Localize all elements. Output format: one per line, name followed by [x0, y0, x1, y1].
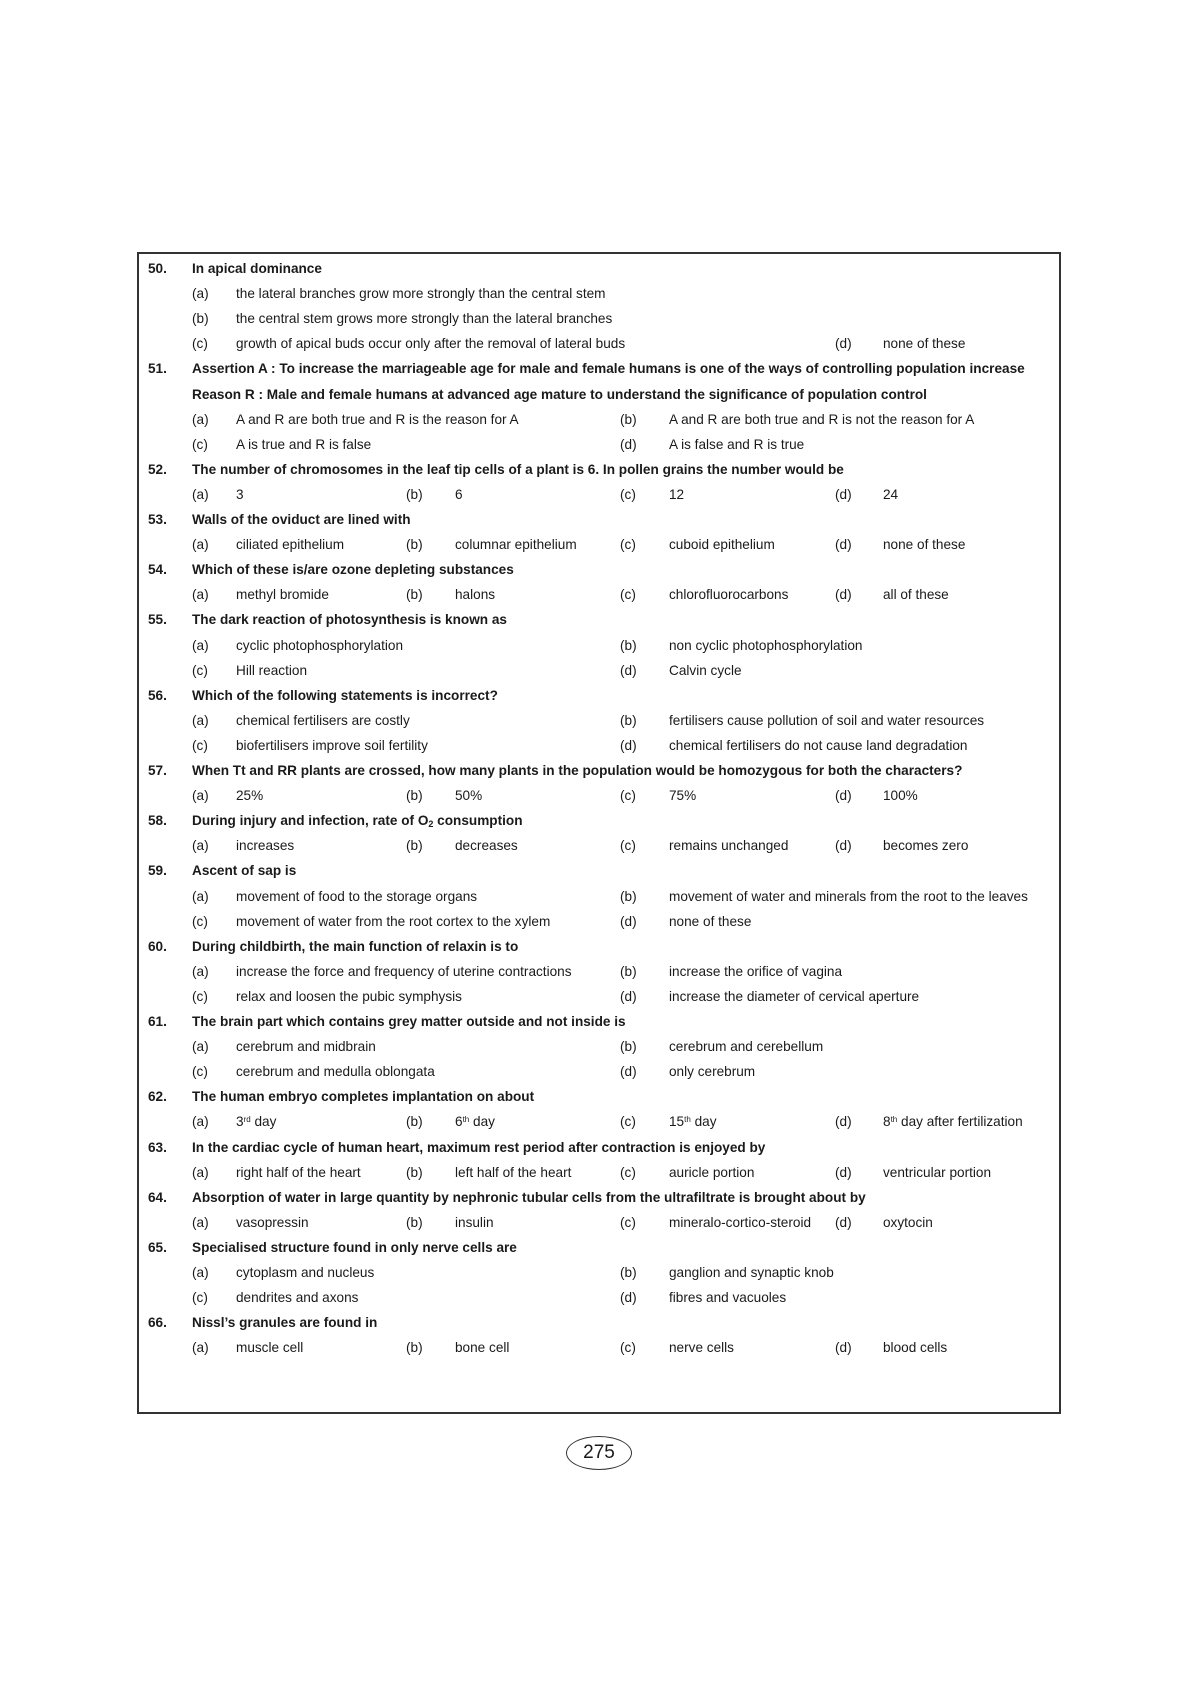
option-row: [139, 1034, 1059, 1060]
option-text: cuboid epithelium: [669, 537, 775, 553]
option-letter: (a): [192, 486, 209, 502]
option-letter: (d): [620, 1290, 637, 1306]
option-letter: (d): [835, 537, 852, 553]
question-text: During injury and infection, rate of $O_2$ consumption: [192, 813, 523, 830]
option-letter: (a): [192, 1164, 209, 1180]
option-text: 100%: [883, 788, 918, 804]
option-letter: (d): [835, 1340, 852, 1356]
question-text: Absorption of water in large quantity by nephronic tubular cells from the ultrafiltrate is brought about by: [192, 1189, 866, 1205]
option-text: A is false and R is true: [669, 436, 805, 452]
option-letter: (a): [192, 963, 209, 979]
question-row: [139, 457, 1059, 483]
option-text: blood cells: [883, 1340, 948, 1356]
option-text: nerve cells: [669, 1340, 734, 1356]
option-letter: (d): [620, 436, 637, 452]
option-letter: (c): [192, 913, 208, 929]
question-row: [139, 758, 1059, 784]
option-letter: (d): [835, 788, 852, 804]
option-text: ganglion and synaptic knob: [669, 1265, 834, 1280]
question-panel: [137, 252, 1061, 1414]
option-letter: (b): [406, 788, 423, 804]
option-letter: (c): [620, 537, 636, 553]
question-text: Specialised structure found in only nerve cells are: [192, 1239, 517, 1255]
question-text: The human embryo completes implantation on about: [192, 1089, 535, 1105]
option-text: ciliated epithelium: [236, 537, 345, 553]
option-text: A and R are both true and R is the reason for A: [236, 411, 519, 427]
option-text: auricle portion: [669, 1164, 755, 1180]
option-row: [139, 407, 1059, 433]
question-text: In apical dominance: [192, 261, 322, 276]
question-number: 60.: [148, 938, 167, 954]
option-row: [139, 532, 1059, 558]
option-text: methyl bromide: [236, 587, 329, 603]
question-number: 53.: [148, 512, 167, 527]
option-text: the lateral branches grow more strongly than the central stem: [236, 286, 606, 302]
option-letter: (d): [620, 988, 637, 1004]
option-text: 24: [883, 486, 899, 502]
question-number: 64.: [148, 1189, 167, 1205]
option-letter: (b): [192, 311, 209, 327]
question-text: During childbirth, the main function of relaxin is to: [192, 938, 519, 954]
option-row: [139, 482, 1059, 508]
option-text: columnar epithelium: [455, 537, 577, 553]
option-letter: (b): [620, 888, 637, 904]
option-row: [139, 633, 1059, 659]
question-number: 50.: [148, 261, 167, 276]
option-row: [139, 959, 1059, 985]
question-text: The dark reaction of photosynthesis is known as: [192, 612, 507, 628]
option-letter: (a): [192, 587, 209, 603]
option-letter: (c): [620, 1340, 636, 1356]
option-row: [139, 984, 1059, 1010]
option-text: oxytocin: [883, 1214, 933, 1230]
option-letter: (a): [192, 1039, 209, 1055]
option-letter: (c): [620, 1114, 636, 1130]
option-letter: (a): [192, 1340, 209, 1356]
question-row: [139, 507, 1059, 533]
option-letter: (d): [620, 737, 637, 753]
option-row: [139, 733, 1059, 759]
option-text: fertilisers cause pollution of soil and water resources: [669, 712, 985, 728]
question-row: [139, 356, 1059, 382]
option-letter: (c): [620, 788, 636, 804]
option-letter: (c): [192, 737, 208, 753]
option-text: cerebrum and cerebellum: [669, 1039, 824, 1055]
option-letter: (c): [192, 1290, 208, 1306]
option-letter: (b): [620, 411, 637, 427]
option-letter: (b): [620, 1265, 637, 1280]
option-text: mineralo-cortico-steroid: [669, 1214, 812, 1230]
option-letter: (b): [620, 637, 637, 653]
option-text: 3rd day: [236, 1114, 277, 1130]
option-letter: (d): [835, 486, 852, 502]
question-text: Nissl’s granules are found in: [192, 1315, 378, 1331]
option-text: none of these: [669, 913, 752, 929]
option-letter: (d): [835, 336, 852, 352]
option-text: increase the force and frequency of uterine contractions: [236, 963, 572, 979]
option-letter: (b): [620, 712, 637, 728]
question-number: 52.: [148, 461, 167, 477]
option-letter: (b): [406, 1340, 423, 1356]
question-row: [139, 683, 1059, 709]
option-text: 6th day: [455, 1114, 495, 1130]
option-letter: (d): [835, 1214, 852, 1230]
option-text: A is true and R is false: [236, 436, 372, 452]
question-number: 58.: [148, 813, 167, 829]
option-letter: (d): [620, 662, 637, 678]
option-text: decreases: [455, 838, 518, 854]
option-row: [139, 331, 1059, 357]
option-row: [139, 833, 1059, 859]
option-letter: (c): [192, 988, 208, 1004]
option-letter: (b): [620, 1039, 637, 1055]
question-text: When Tt and RR plants are crossed, how many plants in the population would be homozygous for both the characters?: [192, 763, 963, 778]
option-letter: (d): [835, 1164, 852, 1180]
question-text: Assertion A : To increase the marriageable age for male and female humans is one of the ways of controlling population increase: [192, 361, 1025, 377]
option-letter: (b): [406, 1164, 423, 1180]
option-text: dendrites and axons: [236, 1290, 359, 1306]
option-letter: (c): [192, 1064, 208, 1080]
option-letter: (a): [192, 838, 209, 854]
option-letter: (d): [835, 1114, 852, 1130]
option-letter: (a): [192, 1265, 209, 1280]
option-text: cyclic photophosphorylation: [236, 637, 404, 653]
option-text: movement of food to the storage organs: [236, 888, 478, 904]
option-letter: (b): [406, 537, 423, 553]
option-text: 15th day: [669, 1114, 717, 1130]
option-letter: (c): [620, 486, 636, 502]
option-text: chlorofluorocarbons: [669, 587, 789, 603]
option-text: all of these: [883, 587, 949, 603]
option-letter: (c): [620, 587, 636, 603]
option-row: [139, 1059, 1059, 1085]
question-row: [139, 1084, 1059, 1110]
reason-text: Reason R : Male and female humans at advanced age mature to understand the significance of population control: [192, 386, 927, 402]
option-letter: (c): [192, 336, 208, 352]
option-letter: (c): [192, 662, 208, 678]
option-text: movement of water from the root cortex to the xylem: [236, 913, 551, 929]
question-row: [139, 808, 1059, 834]
question-number: 66.: [148, 1315, 167, 1331]
option-row: [139, 783, 1059, 809]
question-text: Which of the following statements is incorrect?: [192, 687, 498, 703]
option-text: vasopressin: [236, 1214, 309, 1230]
option-text: cerebrum and midbrain: [236, 1039, 376, 1055]
option-text: Hill reaction: [236, 662, 308, 678]
option-text: 8th day after fertilization: [883, 1114, 1023, 1130]
option-row: [139, 909, 1059, 935]
option-letter: (a): [192, 637, 209, 653]
option-text: none of these: [883, 336, 966, 352]
option-row: [139, 306, 1059, 332]
option-text: 75%: [669, 788, 697, 804]
question-text: Which of these is/are ozone depleting substances: [192, 562, 514, 578]
option-text: 12: [669, 486, 685, 502]
option-text: chemical fertilisers are costly: [236, 712, 410, 728]
option-letter: (a): [192, 712, 209, 728]
question-number: 61.: [148, 1014, 167, 1029]
option-letter: (d): [620, 913, 637, 929]
option-row: [139, 1260, 1059, 1286]
option-text: insulin: [455, 1214, 494, 1230]
option-text: increases: [236, 838, 295, 854]
question-text: The brain part which contains grey matter outside and not inside is: [192, 1014, 626, 1029]
option-text: remains unchanged: [669, 838, 789, 854]
question-row: [139, 858, 1059, 884]
option-letter: (b): [406, 1214, 423, 1230]
option-text: biofertilisers improve soil fertility: [236, 737, 428, 753]
option-text: becomes zero: [883, 838, 969, 854]
option-text: 25%: [236, 788, 264, 804]
question-number: 65.: [148, 1239, 167, 1255]
question-row: [139, 1185, 1059, 1211]
question-row: [139, 256, 1059, 282]
option-text: cerebrum and medulla oblongata: [236, 1064, 435, 1080]
question-number: 62.: [148, 1089, 167, 1105]
option-letter: (a): [192, 1114, 209, 1130]
option-letter: (a): [192, 1214, 209, 1230]
question-text: In the cardiac cycle of human heart, maximum rest period after contraction is enjoyed by: [192, 1139, 766, 1155]
option-row: [139, 1285, 1059, 1311]
option-row: [139, 382, 1059, 408]
option-letter: (b): [406, 587, 423, 603]
option-text: the central stem grows more strongly than the lateral branches: [236, 311, 613, 327]
option-text: cytoplasm and nucleus: [236, 1265, 375, 1280]
option-letter: (a): [192, 788, 209, 804]
question-row: [139, 1009, 1059, 1035]
option-letter: (b): [620, 963, 637, 979]
question-row: [139, 1310, 1059, 1336]
question-number: 55.: [148, 612, 167, 628]
option-letter: (a): [192, 537, 209, 553]
option-text: fibres and vacuoles: [669, 1290, 787, 1306]
question-row: [139, 934, 1059, 960]
option-text: none of these: [883, 537, 966, 553]
question-list: [139, 254, 1059, 1412]
question-number: 59.: [148, 863, 167, 879]
option-text: movement of water and minerals from the root to the leaves: [669, 888, 1028, 904]
option-letter: (d): [835, 587, 852, 603]
question-text: Ascent of sap is: [192, 863, 297, 879]
question-row: [139, 607, 1059, 633]
question-row: [139, 1135, 1059, 1161]
option-row: [139, 708, 1059, 734]
option-text: ventricular portion: [883, 1164, 992, 1180]
question-row: [139, 557, 1059, 583]
option-text: only cerebrum: [669, 1064, 756, 1080]
option-row: [139, 1160, 1059, 1186]
option-row: [139, 582, 1059, 608]
option-row: [139, 1109, 1059, 1135]
option-row: [139, 884, 1059, 910]
option-text: increase the diameter of cervical aperture: [669, 988, 920, 1004]
option-text: right half of the heart: [236, 1164, 361, 1180]
option-row: [139, 658, 1059, 684]
option-letter: (c): [192, 436, 208, 452]
option-text: relax and loosen the pubic symphysis: [236, 988, 462, 1004]
option-letter: (d): [835, 838, 852, 854]
option-letter: (a): [192, 411, 209, 427]
option-text: 6: [455, 486, 463, 502]
option-text: left half of the heart: [455, 1164, 572, 1180]
option-text: muscle cell: [236, 1340, 304, 1356]
question-number: 63.: [148, 1139, 167, 1155]
option-text: 50%: [455, 788, 483, 804]
option-row: [139, 1210, 1059, 1236]
question-number: 57.: [148, 763, 167, 778]
option-letter: (a): [192, 888, 209, 904]
option-letter: (b): [406, 838, 423, 854]
question-number: 54.: [148, 562, 167, 578]
option-row: [139, 432, 1059, 458]
question-row: [139, 1235, 1059, 1261]
option-text: growth of apical buds occur only after the removal of lateral buds: [236, 336, 626, 352]
question-number: 56.: [148, 687, 167, 703]
page-number: 275: [566, 1436, 632, 1470]
option-text: Calvin cycle: [669, 662, 742, 678]
option-text: halons: [455, 587, 496, 603]
option-letter: (a): [192, 286, 209, 302]
question-text: Walls of the oviduct are lined with: [192, 512, 411, 527]
option-letter: (d): [620, 1064, 637, 1080]
option-letter: (b): [406, 486, 423, 502]
question-number: 51.: [148, 361, 167, 377]
option-text: increase the orifice of vagina: [669, 963, 843, 979]
option-text: A and R are both true and R is not the reason for A: [669, 411, 975, 427]
option-text: non cyclic photophosphorylation: [669, 637, 863, 653]
option-text: 3: [236, 486, 244, 502]
option-letter: (c): [620, 1164, 636, 1180]
option-row: [139, 1335, 1059, 1361]
option-row: [139, 281, 1059, 307]
option-letter: (c): [620, 838, 636, 854]
option-text: bone cell: [455, 1340, 510, 1356]
option-text: chemical fertilisers do not cause land degradation: [669, 737, 968, 753]
question-text: The number of chromosomes in the leaf tip cells of a plant is 6. In pollen grains the number would be: [192, 461, 844, 477]
option-letter: (b): [406, 1114, 423, 1130]
option-letter: (c): [620, 1214, 636, 1230]
